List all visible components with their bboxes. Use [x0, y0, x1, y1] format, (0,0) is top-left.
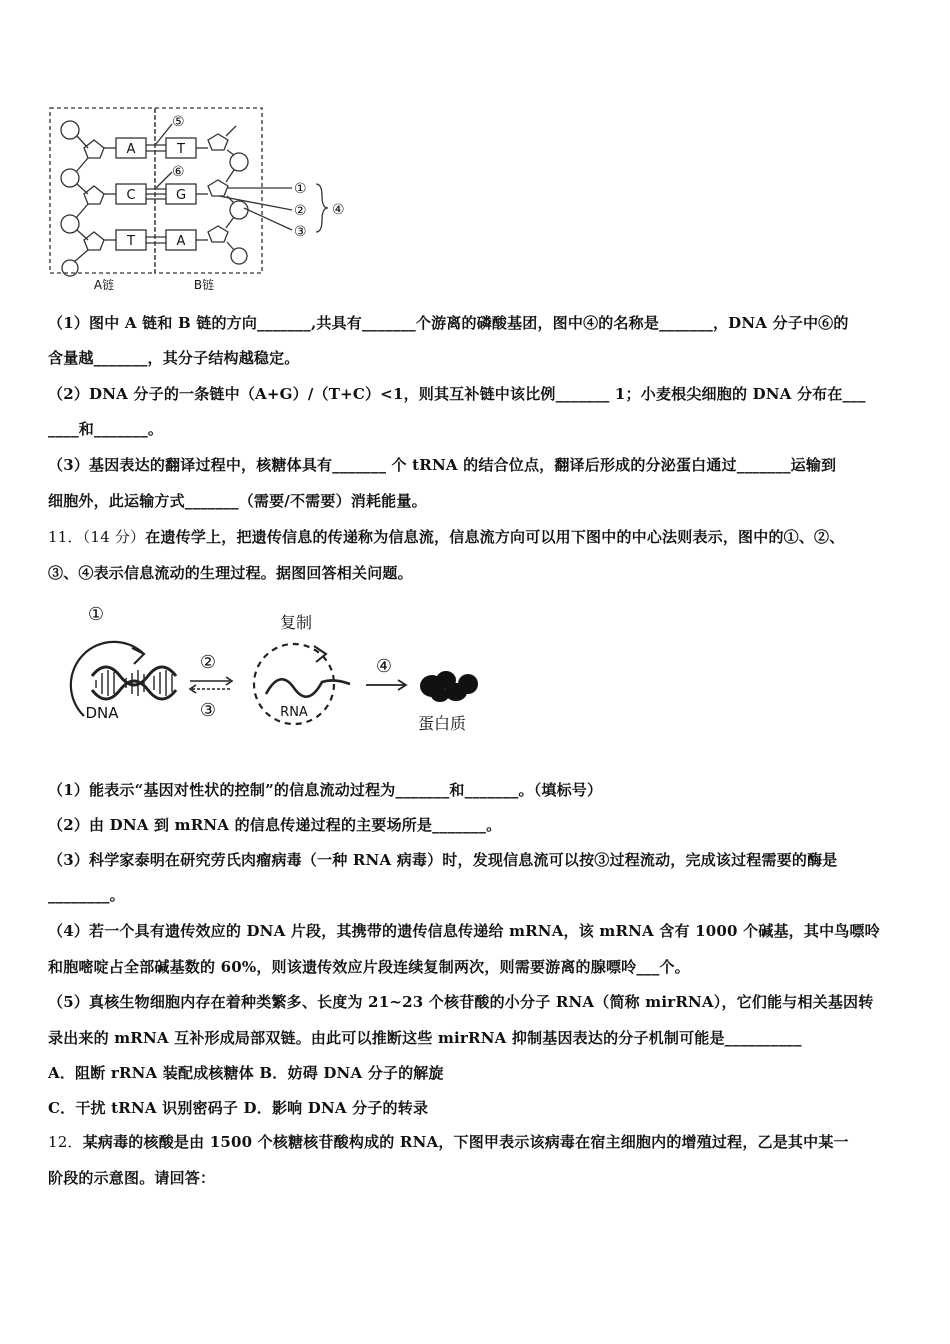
q11-option-cd: C．干扰 tRNA 识别密码子 D．影响 DNA 分子的转录 [48, 1099, 429, 1117]
q10-p3-line2: 细胞外，此运输方式_______（需要/不需要）消耗能量。 [48, 492, 427, 510]
base-a2: A [176, 234, 186, 249]
label-6: ⑥ [172, 164, 185, 180]
central-dogma-figure [44, 598, 494, 748]
q12-line1 [48, 1131, 849, 1152]
q11-intro-line1 [48, 526, 844, 547]
q12-text: 某病毒的核酸是由 1500 个核糖核苷酸构成的 RNA，下图甲表示该病毒在宿主细胞内的增殖过程，乙是其中某一 [82, 1133, 849, 1151]
label-5: ⑤ [172, 114, 185, 130]
q10-p2-line2: ____和_______。 [48, 420, 164, 438]
chain-b-label: B链 [193, 278, 215, 292]
q10-p1-line2: 含量越_______，其分子结构越稳定。 [48, 349, 300, 367]
q10-p2-line1: （2）DNA 分子的一条链中（A+G）/（T+C）<1，则其互补链中该比例_______ 1；小麦根尖细胞的 DNA 分布在___ [48, 385, 866, 403]
protein-label: 蛋白质 [417, 714, 467, 733]
process-1-label: ① [87, 604, 105, 625]
q12-line2: 阶段的示意图。请回答： [48, 1169, 216, 1187]
q11-p3-line2: ________。 [48, 886, 125, 904]
rna-label: RNA [280, 705, 308, 720]
base-g: G [175, 188, 187, 203]
base-a1: A [126, 142, 136, 157]
q12-number: 12． [48, 1133, 83, 1151]
q11-p1: （1）能表示“基因对性状的控制”的信息流动过程为_______和_______。（填标号） [48, 781, 603, 799]
label-4: ④ [332, 202, 345, 218]
label-2: ② [294, 203, 307, 219]
dna-structure-figure [44, 100, 364, 295]
replicate-label: 复制 [279, 613, 313, 632]
q11-number: 11．（14 分） [48, 528, 146, 546]
q11-intro-line2: ③、④表示信息流动的生理过程。据图回答相关问题。 [48, 564, 413, 582]
q11-p4-line2: 和胞嘧啶占全部碱基数的 60%，则该遗传效应片段连续复制两次，则需要游离的腺嘌呤___个。 [48, 958, 690, 976]
base-t2: T [127, 234, 135, 249]
q11-p5-line2: 录出来的 mRNA 互补形成局部双链。由此可以推断这些 mirRNA 抑制基因表达的分子机制可能是__________ [48, 1029, 802, 1047]
process-4-label: ④ [375, 656, 393, 677]
q10-p3-line1: （3）基因表达的翻译过程中，核糖体具有_______ 个 tRNA 的结合位点，翻译后形成的分泌蛋白通过_______运输到 [48, 456, 837, 474]
base-t1: T [177, 142, 185, 157]
label-1: ① [294, 181, 307, 197]
dna-label: DNA [85, 704, 119, 722]
q11-p5-line1: （5）真核生物细胞内存在着种类繁多、长度为 21~23 个核苷酸的小分子 RNA（简称 mirRNA），它们能与相关基因转 [48, 993, 874, 1011]
q11-intro-text: 在遗传学上，把遗传信息的传递称为信息流，信息流方向可以用下图中的中心法则表示，图中的①、②、 [145, 528, 845, 546]
q11-p2: （2）由 DNA 到 mRNA 的信息传递过程的主要场所是_______。 [48, 816, 502, 834]
q11-p3-line1: （3）科学家泰明在研究劳氏肉瘤病毒（一种 RNA 病毒）时，发现信息流可以按③过程流动，完成该过程需要的酶是 [48, 851, 838, 869]
q10-p1-line1: （1）图中 A 链和 B 链的方向_______,共具有_______个游离的磷酸基团，图中④的名称是_______，DNA 分子中⑥的 [48, 314, 849, 332]
q11-p4-line1: （4）若一个具有遗传效应的 DNA 片段，其携带的遗传信息传递给 mRNA，该 mRNA 含有 1000 个碱基，其中鸟嘌呤 [48, 922, 880, 940]
label-3: ③ [294, 224, 307, 240]
process-3-label: ③ [199, 700, 217, 721]
base-c: C [126, 188, 136, 203]
q11-option-ab: A．阻断 rRNA 装配成核糖体 B．妨碍 DNA 分子的解旋 [48, 1064, 444, 1082]
process-2-label: ② [199, 652, 217, 673]
chain-a-label: A链 [93, 278, 115, 292]
